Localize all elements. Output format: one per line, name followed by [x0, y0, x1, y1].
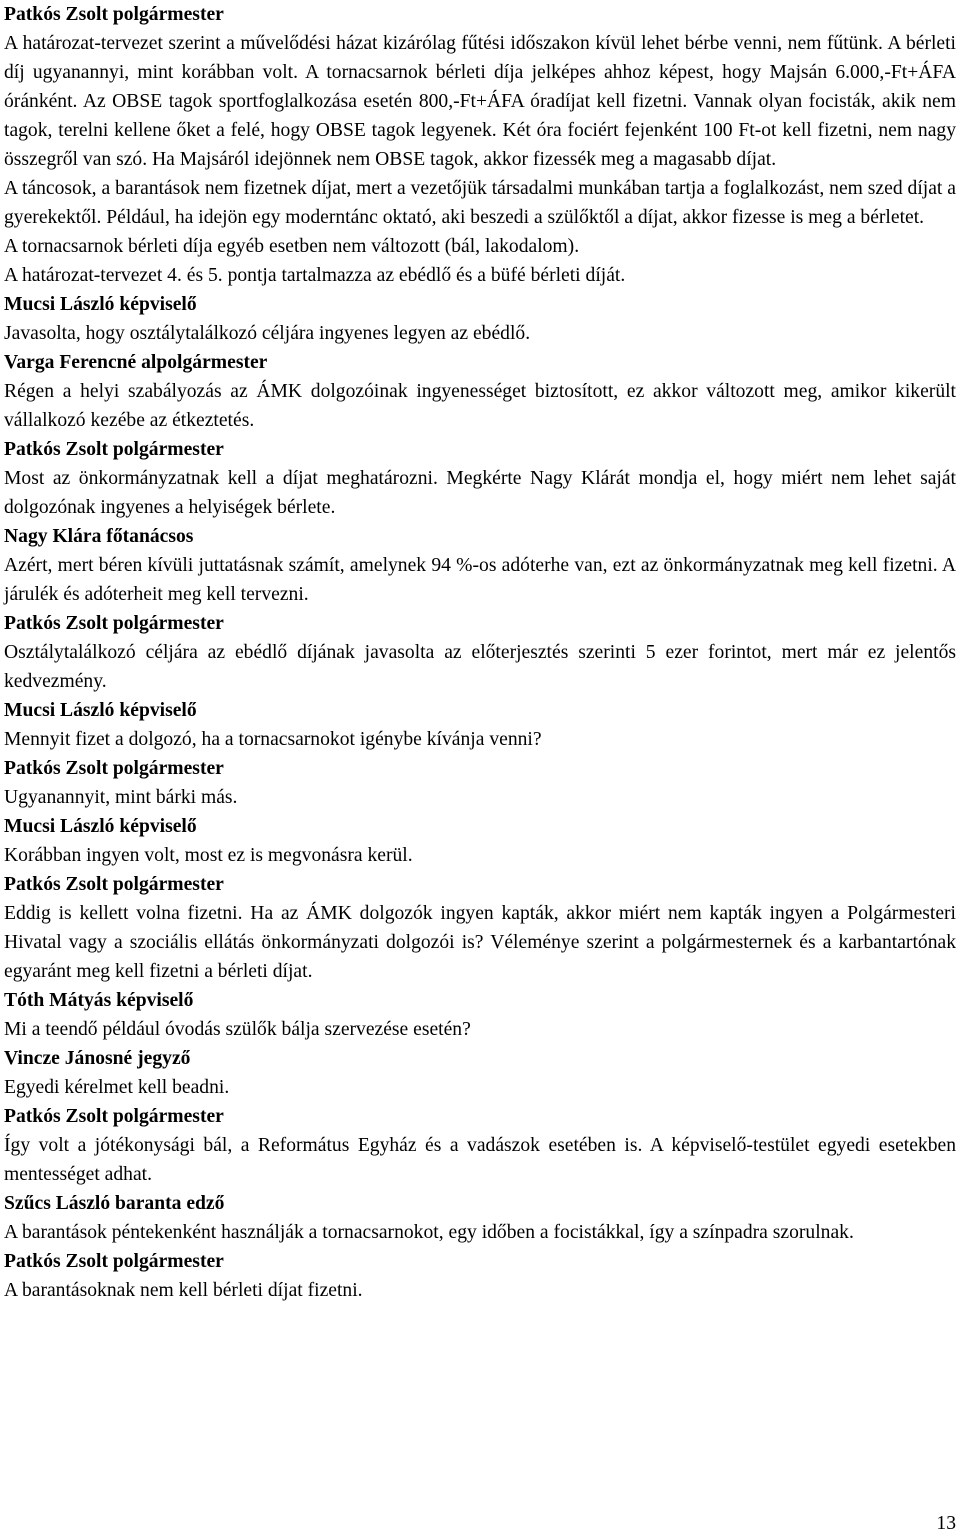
- paragraph: A határozat-tervezet szerint a művelődési házat kizárólag fűtési időszakon kívül lehet bérbe venni, nem fűtünk. A bérleti díj ugyanannyi, mint korábban volt. A tornacsarnok bérleti díja jelképes ahhoz képest, hogy Majsán 6.000,-Ft+ÁFA óránként. Az OBSE tagok sportfoglalkozása esetén 800,-Ft+ÁFA óradíjat kell fizetni. Vannak olyan focisták, akik nem tagok, terelni kellene őket a felé, hogy OBSE tagok legyenek. Két óra fociért fejenként 100 Ft-ot kell fizetni, nem nagy összegről van szó. Ha Majsáról idejönnek nem OBSE tagok, akkor fizessék meg a magasabb díjat.: [4, 33, 956, 170]
- paragraph: Osztálytalálkozó céljára az ebédlő díjának javasolta az előterjesztés szerinti 5 ezer forintot, mert már ez jelentős kedvezmény.: [4, 642, 956, 692]
- paragraph: Most az önkormányzatnak kell a díjat meghatározni. Megkérte Nagy Klárát mondja el, hogy miért nem lehet saját dolgozónak ingyenes a helyiségek bérlete.: [4, 468, 956, 518]
- speaker-heading: Patkós Zsolt polgármester: [4, 4, 224, 25]
- paragraph: Így volt a jótékonysági bál, a Református Egyház és a vadászok esetében is. A képviselő-testület egyedi esetekben mentességet adhat.: [4, 1135, 956, 1185]
- document-page: [4, 0, 956, 1305]
- speaker-heading: Vincze Jánosné jegyző: [4, 1048, 191, 1069]
- paragraph: Korábban ingyen volt, most ez is megvonásra kerül.: [4, 845, 413, 866]
- speaker-heading: Szűcs László baranta edző: [4, 1193, 225, 1214]
- paragraph: Azért, mert béren kívüli juttatásnak számít, amelynek 94 %-os adóterhe van, ezt az önkormányzatnak meg kell fizetni. A járulék és adóterheit meg kell tervezni.: [4, 555, 956, 605]
- paragraph: Javasolta, hogy osztálytalálkozó céljára ingyenes legyen az ebédlő.: [4, 323, 531, 344]
- paragraph: A táncosok, a barantások nem fizetnek díjat, mert a vezetőjük társadalmi munkában tartja a foglalkozást, nem szed díjat a gyerekektől. Például, ha idejön egy moderntánc oktató, aki beszedi a szülőktől a díjat, akkor fizesse is meg a bérletet.: [4, 178, 956, 228]
- paragraph: A határozat-tervezet 4. és 5. pontja tartalmazza az ebédlő és a büfé bérleti díját.: [4, 265, 626, 286]
- speaker-heading: Nagy Klára főtanácsos: [4, 526, 194, 547]
- paragraph: Mi a teendő például óvodás szülők bálja szervezése esetén?: [4, 1019, 471, 1040]
- speaker-heading: Patkós Zsolt polgármester: [4, 613, 224, 634]
- paragraph: A barantások péntekenként használják a tornacsarnokot, egy időben a focistákkal, így a színpadra szorulnak.: [4, 1222, 854, 1243]
- speaker-heading: Mucsi László képviselő: [4, 700, 197, 721]
- paragraph: Ugyanannyit, mint bárki más.: [4, 787, 238, 808]
- speaker-heading: Varga Ferencné alpolgármester: [4, 352, 268, 373]
- speaker-heading: Patkós Zsolt polgármester: [4, 1106, 224, 1127]
- speaker-heading: Tóth Mátyás képviselő: [4, 990, 194, 1011]
- paragraph: A tornacsarnok bérleti díja egyéb esetben nem változott (bál, lakodalom).: [4, 236, 580, 257]
- paragraph: Eddig is kellett volna fizetni. Ha az ÁMK dolgozók ingyen kapták, akkor miért nem kapták ingyen a Polgármesteri Hivatal vagy a szociális ellátás önkormányzati dolgozói is? Véleménye szerint a polgármesternek és a karbantartónak egyaránt meg kell fizetni a bérleti díjat.: [4, 903, 956, 982]
- page-number: 13: [936, 1513, 956, 1534]
- paragraph: A barantásoknak nem kell bérleti díjat fizetni.: [4, 1280, 363, 1301]
- speaker-heading: Patkós Zsolt polgármester: [4, 1251, 224, 1272]
- speaker-heading: Patkós Zsolt polgármester: [4, 874, 224, 895]
- speaker-heading: Mucsi László képviselő: [4, 294, 197, 315]
- speaker-heading: Patkós Zsolt polgármester: [4, 439, 224, 460]
- speaker-heading: Mucsi László képviselő: [4, 816, 197, 837]
- paragraph: Régen a helyi szabályozás az ÁMK dolgozóinak ingyenességet biztosított, ez akkor változott meg, amikor kikerült vállalkozó kezébe az étkeztetés.: [4, 381, 956, 431]
- paragraph: Mennyit fizet a dolgozó, ha a tornacsarnokot igénybe kívánja venni?: [4, 729, 542, 750]
- paragraph: Egyedi kérelmet kell beadni.: [4, 1077, 230, 1098]
- speaker-heading: Patkós Zsolt polgármester: [4, 758, 224, 779]
